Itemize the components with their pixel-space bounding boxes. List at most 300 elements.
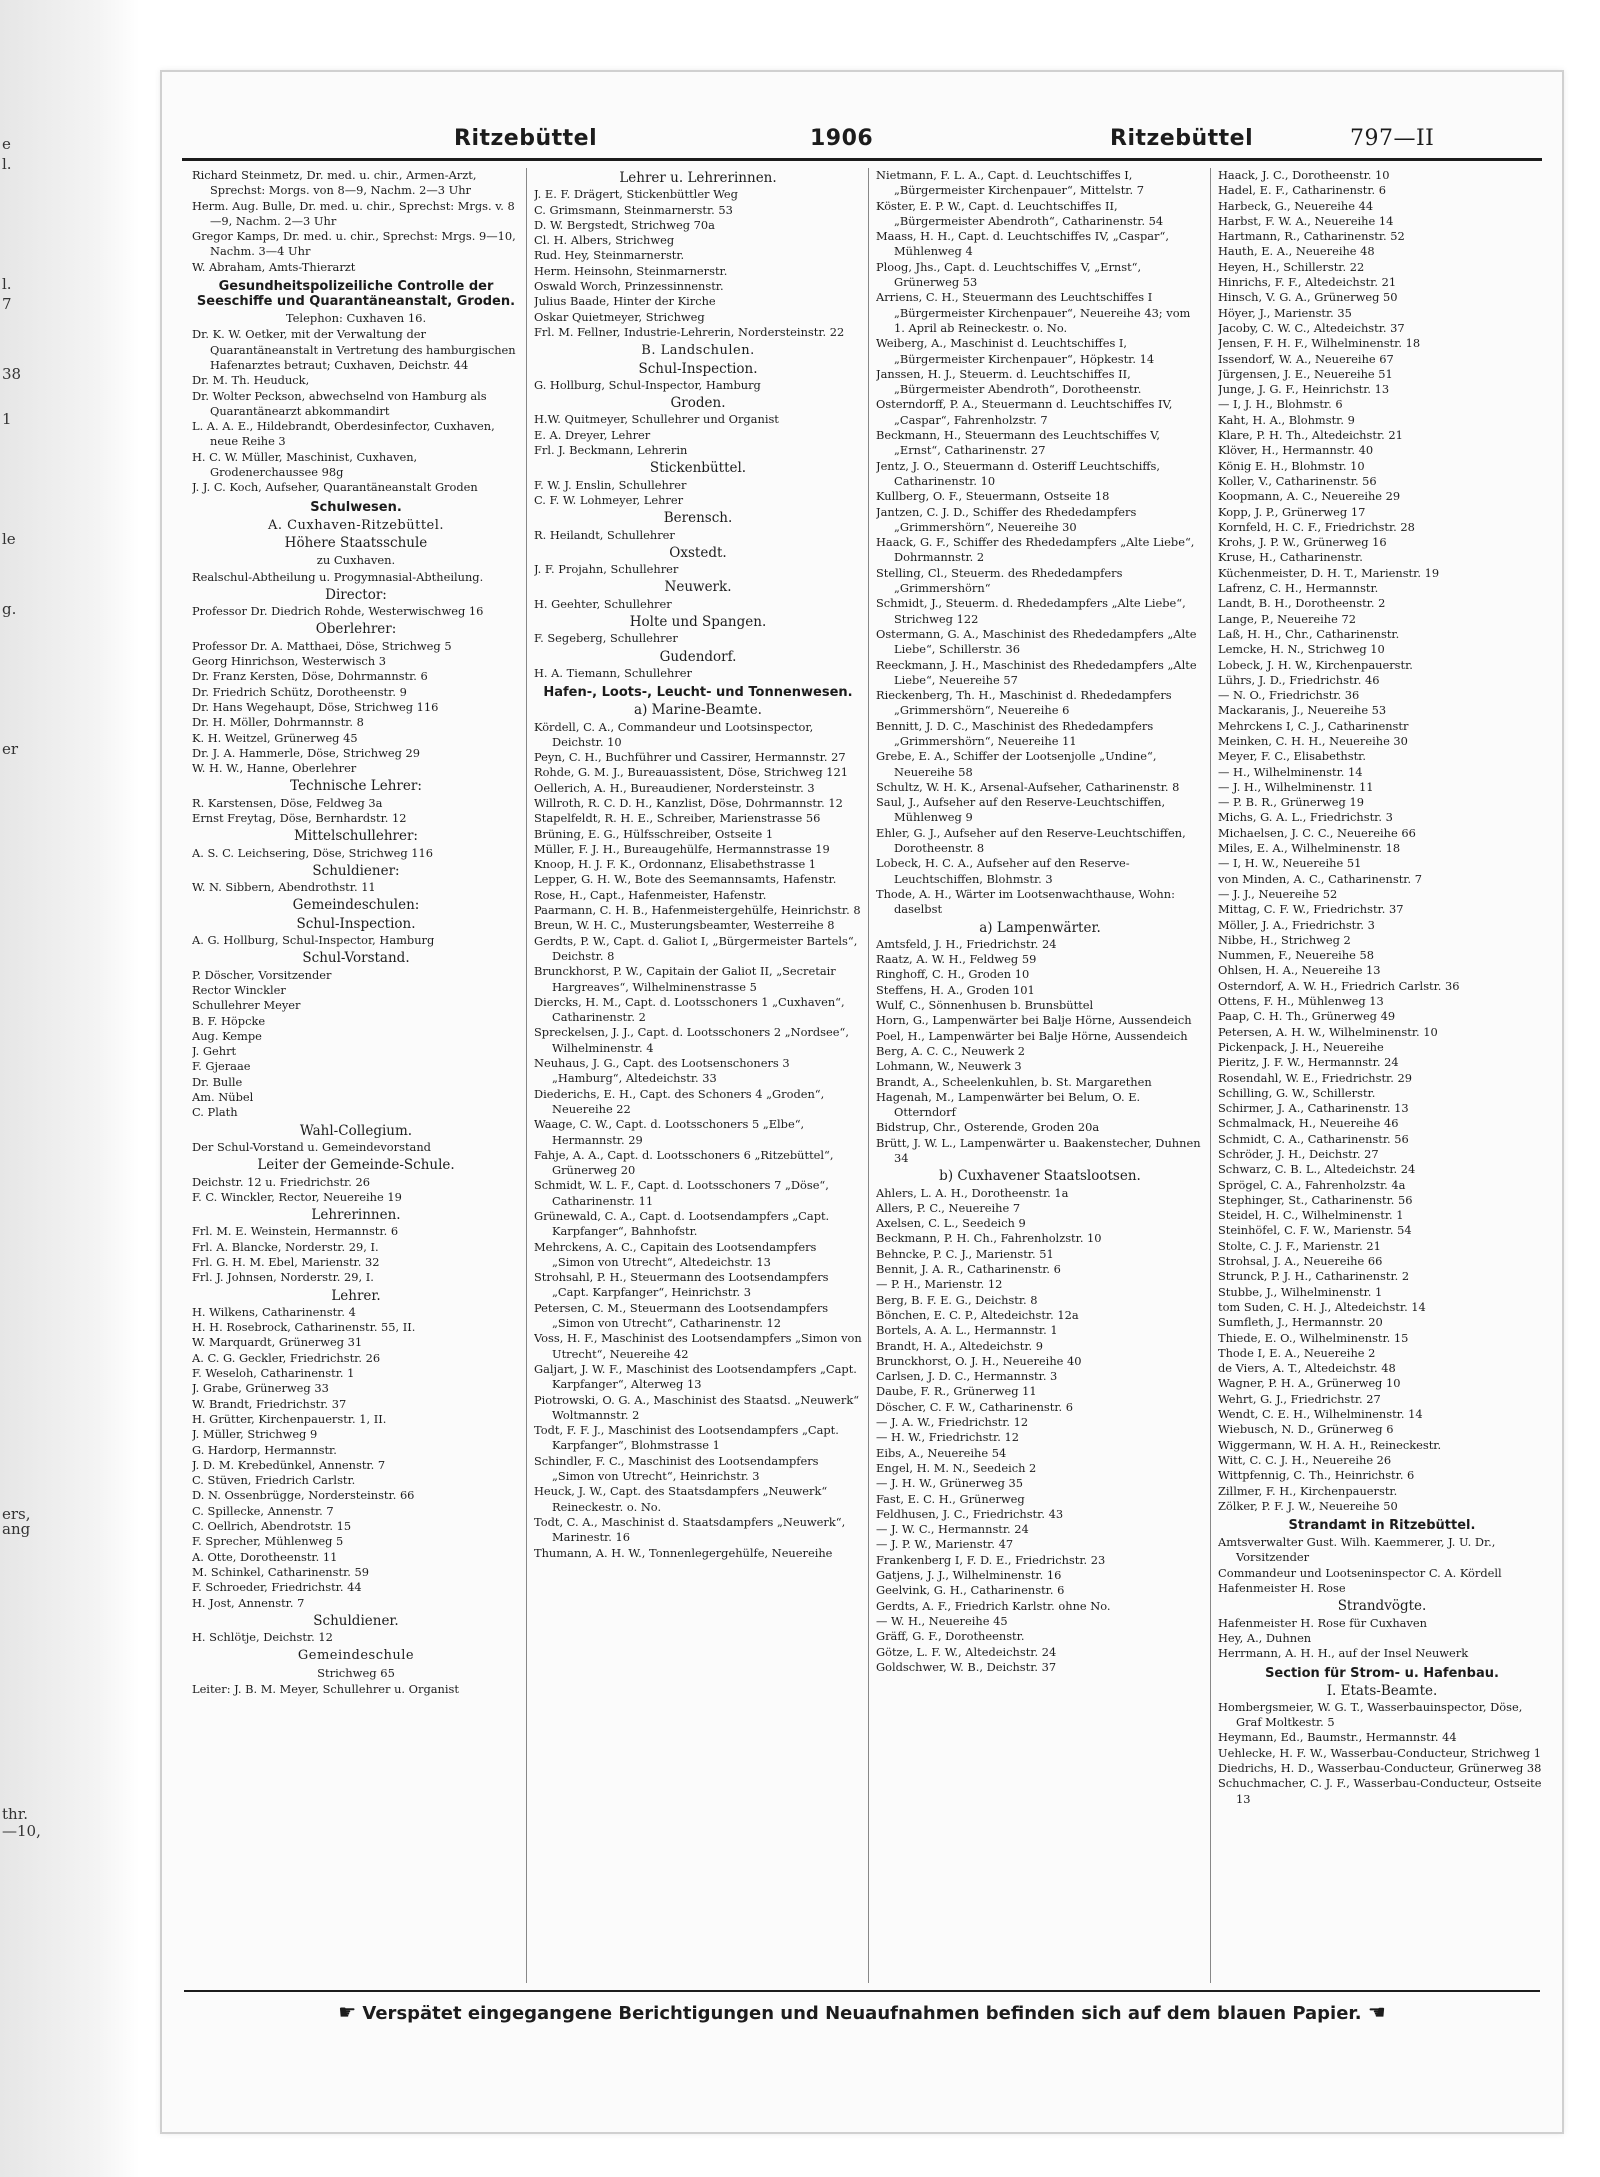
directory-entry: F. W. J. Enslin, Schullehrer <box>534 477 687 492</box>
directory-entry: Der Schul-Vorstand u. Gemeindevorstand <box>192 1139 431 1154</box>
directory-entry: Knoop, H. J. F. K., Ordonnanz, Elisabethstrasse 1 <box>534 857 817 872</box>
directory-entry: L. A. A. E., Hildebrandt, Oberdesinfector, Cuxhaven, neue Reihe 3 <box>192 419 495 449</box>
directory-entry: Bennitt, J. D. C., Maschinist des Rhededampfers „Grimmershörn“, Neuereihe 11 <box>876 718 1154 748</box>
directory-entry: W. N. Sibbern, Abendrothstr. 11 <box>192 880 376 895</box>
directory-entry: J. Grabe, Grünerweg 33 <box>192 1381 329 1396</box>
directory-entry: Engel, H. M. N., Seedeich 2 <box>876 1460 1037 1475</box>
directory-entry: Herm. Aug. Bulle, Dr. med. u. chir., Sprechst: Mrgs. v. 8—9, Nachm. 2—3 Uhr <box>192 198 515 228</box>
bleed-fragment: er <box>2 740 19 758</box>
directory-entry: Professor Dr. Diedrich Rohde, Westerwischweg 16 <box>192 604 484 619</box>
section-heading: B. Landschulen. <box>641 343 755 359</box>
directory-entry: F. Weseloh, Catharinenstr. 1 <box>192 1366 355 1381</box>
directory-entry: Zillmer, F. H., Kirchenpauerstr. <box>1218 1483 1398 1498</box>
directory-entry: Klare, P. H. Th., Altedeichstr. 21 <box>1218 428 1403 443</box>
bleed-fragment: l. <box>2 155 12 173</box>
directory-entry: Miles, E. A., Wilhelminenstr. 18 <box>1218 841 1401 856</box>
directory-entry: Ernst Freytag, Döse, Bernhardstr. 12 <box>192 810 407 825</box>
directory-entry: C. Spillecke, Annenstr. 7 <box>192 1503 334 1518</box>
header-year: 1906 <box>810 126 874 151</box>
bleed-fragment: 7 <box>2 295 12 313</box>
directory-entry: Raatz, A. W. H., Feldweg 59 <box>876 952 1037 967</box>
directory-entry: Wiebusch, N. D., Grünerweg 6 <box>1218 1422 1394 1437</box>
directory-entry: Ohlsen, H. A., Neuereihe 13 <box>1218 963 1381 978</box>
directory-entry: Rieckenberg, Th. H., Maschinist d. Rhededampfers „Grimmershörn“, Neuereihe 6 <box>876 688 1172 718</box>
directory-entry: Ahlers, L. A. H., Dorotheenstr. 1a <box>876 1185 1069 1200</box>
directory-entry: Gerdts, P. W., Capt. d. Galiot I, „Bürgermeister Bartels“, Deichstr. 8 <box>534 933 858 963</box>
directory-entry: Bönchen, E. C. P., Altedeichstr. 12a <box>876 1307 1079 1322</box>
directory-entry: Breun, W. H. C., Musterungsbeamter, Westerreihe 8 <box>534 918 835 933</box>
directory-entry: — J. H. W., Grünerweg 35 <box>876 1476 1023 1491</box>
directory-entry: A. C. G. Geckler, Friedrichstr. 26 <box>192 1350 381 1365</box>
directory-entry: Reeckmann, J. H., Maschinist des Rhededampfers „Alte Liebe“, Neuereihe 57 <box>876 657 1197 687</box>
directory-entry: Schmidt, C. A., Catharinenstr. 56 <box>1218 1131 1409 1146</box>
directory-entry: Krohs, J. P. W., Grünerweg 16 <box>1218 535 1387 550</box>
directory-entry: Schmidt, J., Steuerm. d. Rhededampfers „Alte Liebe“, Strichweg 122 <box>876 596 1186 626</box>
directory-entry: Commandeur und Lootseninspector C. A. Kördell <box>1218 1565 1502 1580</box>
directory-entry: Höyer, J., Marienstr. 35 <box>1218 305 1352 320</box>
header-left: Ritzebüttel <box>454 126 598 151</box>
directory-entry: Arriens, C. H., Steuermann des Leuchtschiffes I „Bürgermeister Kirchenpauer“, Neuereihe 43; vom 1. April ab Reineckestr. o. No. <box>876 290 1191 335</box>
directory-entry: Gregor Kamps, Dr. med. u. chir., Sprechst: Mrgs. 9—10, Nachm. 3—4 Uhr <box>192 229 516 259</box>
directory-entry: Rohde, G. M. J., Bureauassistent, Döse, Strichweg 121 <box>534 765 849 780</box>
directory-entry: Diedrichs, H. D., Wasserbau-Conducteur, Grünerweg 38 <box>1218 1760 1542 1775</box>
directory-entry: C. Grimsmann, Steinmarnerstr. 53 <box>534 202 733 217</box>
bleed-fragment: ang <box>2 1520 31 1538</box>
directory-entry: Aug. Kempe <box>192 1028 262 1043</box>
directory-entry: Weiberg, A., Maschinist d. Leuchtschiffes I, „Bürgermeister Kirchenpauer“, Höpkestr. 14 <box>876 336 1155 366</box>
section-heading: Lehrerinnen. <box>311 1207 401 1224</box>
directory-entry: Poel, H., Lampenwärter bei Balje Hörne, Aussendeich <box>876 1028 1188 1043</box>
directory-entry: C. Oellrich, Abendrotstr. 15 <box>192 1519 352 1534</box>
directory-entry: Rosendahl, W. E., Friedrichstr. 29 <box>1218 1070 1412 1085</box>
directory-entry: Petersen, A. H. W., Wilhelminenstr. 10 <box>1218 1024 1438 1039</box>
directory-entry: Lange, P., Neuereihe 72 <box>1218 611 1356 626</box>
directory-entry: W. H. W., Hanne, Oberlehrer <box>192 761 357 776</box>
directory-entry: Grünewald, C. A., Capt. d. Lootsendampfers „Capt. Karpfanger“, Bahnhofstr. <box>534 1209 830 1239</box>
directory-entry: Jürgensen, J. E., Neuereihe 51 <box>1218 366 1393 381</box>
column-1 <box>192 168 520 1988</box>
directory-entry: Schuchmacher, C. J. F., Wasserbau-Conducteur, Ostseite 13 <box>1218 1776 1542 1806</box>
directory-entry: Schwarz, C. B. L., Altedeichstr. 24 <box>1218 1162 1416 1177</box>
directory-entry: Gatjens, J. J., Wilhelminenstr. 16 <box>876 1568 1062 1583</box>
directory-entry: Geelvink, G. H., Catharinenstr. 6 <box>876 1583 1065 1598</box>
section-heading: Strandvögte. <box>1337 1598 1427 1615</box>
section-heading: Gudendorf. <box>659 648 737 665</box>
directory-entry: Koller, V., Catharinenstr. 56 <box>1218 473 1377 488</box>
directory-entry: Spreckelsen, J. J., Capt. d. Lootsschoners 2 „Nordsee“, Wilhelminenstr. 4 <box>534 1025 849 1055</box>
directory-entry: Feldhusen, J. C., Friedrichstr. 43 <box>876 1506 1064 1521</box>
bold-section-heading: Gesundheitspolizeiliche Controlle der Seeschiffe und Quarantäneanstalt, Groden. <box>196 279 516 310</box>
directory-entry: Michs, G. A. L., Friedrichstr. 3 <box>1218 810 1393 825</box>
directory-entry: Rector Winckler <box>192 982 286 997</box>
directory-entry: Richard Steinmetz, Dr. med. u. chir., Armen-Arzt, Sprechst: Morgs. von 8—9, Nachm. 2—3 Uhr <box>192 168 477 198</box>
directory-entry: — I, H. W., Neuereihe 51 <box>1218 856 1362 871</box>
bleed-fragment: 38 <box>2 365 22 383</box>
directory-entry: Michaelsen, J. C. C., Neuereihe 66 <box>1218 825 1416 840</box>
directory-entry: Stubbe, J., Wilhelminenstr. 1 <box>1218 1284 1383 1299</box>
directory-entry: — P. B. R., Grünerweg 19 <box>1218 795 1364 810</box>
directory-entry: Möller, J. A., Friedrichstr. 3 <box>1218 917 1375 932</box>
directory-entry: Hadel, E. F., Catharinenstr. 6 <box>1218 183 1387 198</box>
directory-entry: Steinhöfel, C. F. W., Marienstr. 54 <box>1218 1223 1412 1238</box>
directory-entry: A. Otte, Dorotheenstr. 11 <box>192 1549 338 1564</box>
running-head <box>182 126 1542 156</box>
directory-entry: — J. J., Neuereihe 52 <box>1218 886 1338 901</box>
directory-entry: Schullehrer Meyer <box>192 998 301 1013</box>
section-heading: a) Marine-Beamte. <box>634 702 762 719</box>
directory-entry: Wittpfennig, C. Th., Heinrichstr. 6 <box>1218 1468 1415 1483</box>
columns <box>184 168 1544 1988</box>
directory-entry: Dr. Bulle <box>192 1074 243 1089</box>
directory-entry: Ottens, F. H., Mühlenweg 13 <box>1218 994 1384 1009</box>
directory-entry: H. Geehter, Schullehrer <box>534 596 672 611</box>
directory-entry: Meinken, C. H. H., Neuereihe 30 <box>1218 733 1408 748</box>
directory-entry: Kruse, H., Catharinenstr. <box>1218 550 1363 565</box>
directory-entry: H. Grütter, Kirchenpauerstr. 1, II. <box>192 1411 387 1426</box>
directory-entry: Frl. J. Beckmann, Lehrerin <box>534 443 688 458</box>
section-heading: Oxstedt. <box>669 544 727 561</box>
directory-entry: J. Müller, Strichweg 9 <box>192 1427 318 1442</box>
directory-entry: Fast, E. C. H., Grünerweg <box>876 1491 1025 1506</box>
section-heading: Schul-Vorstand. <box>302 950 410 967</box>
directory-entry: H.W. Quitmeyer, Schullehrer und Organist <box>534 412 779 427</box>
section-heading: Oberlehrer: <box>315 621 397 638</box>
directory-entry: Mehrckens I, C. J., Catharinenstr <box>1218 718 1409 733</box>
directory-entry: F. Schroeder, Friedrichstr. 44 <box>192 1580 362 1595</box>
directory-entry: Carlsen, J. D. C., Hermannstr. 3 <box>876 1369 1058 1384</box>
bleed-fragment: l. <box>2 275 12 293</box>
directory-entry: Dr. Franz Kersten, Döse, Dohrmannstr. 6 <box>192 669 428 684</box>
bleed-fragment: —10, <box>2 1822 41 1840</box>
directory-entry: Petersen, C. M., Steuermann des Lootsendampfers „Simon von Utrecht“, Catharinenstr. 12 <box>534 1300 829 1331</box>
directory-entry: Junge, J. G. F., Heinrichstr. 13 <box>1218 382 1390 397</box>
directory-entry: Müller, F. J. H., Bureaugehülfe, Hermannstrasse 19 <box>534 841 830 856</box>
header-right: Ritzebüttel <box>1110 126 1254 151</box>
section-heading: a) Lampenwärter. <box>979 919 1101 936</box>
directory-entry: G. Hardorp, Hermannstr. <box>192 1442 337 1457</box>
pointing-hand-left-icon: ☚ <box>1367 2000 1386 2024</box>
scan-margin <box>0 0 140 2177</box>
section-heading: Schuldiener: <box>312 862 400 879</box>
directory-entry: Berg, B. F. E. G., Deichstr. 8 <box>876 1292 1038 1307</box>
directory-entry: Gerdts, A. F., Friedrich Karlstr. ohne No. <box>876 1598 1111 1613</box>
directory-entry: Waage, C. W., Capt. d. Lootsschoners 5 „Elbe“, Hermannstr. 29 <box>534 1117 805 1147</box>
section-note: zu Cuxhaven. <box>316 553 396 568</box>
directory-entry: Kördell, C. A., Commandeur und Lootsinspector, Deichstr. 10 <box>534 719 814 749</box>
directory-entry: Paarmann, C. H. B., Hafenmeistergehülfe, Heinrichstr. 8 <box>534 903 861 918</box>
directory-entry: Bortels, A. A. L., Hermannstr. 1 <box>876 1323 1058 1338</box>
directory-entry: R. Heilandt, Schullehrer <box>534 527 675 542</box>
directory-entry: H. Schlötje, Deichstr. 12 <box>192 1630 333 1645</box>
directory-entry: W. Marquardt, Grünerweg 31 <box>192 1335 363 1350</box>
header-rule <box>182 158 1542 161</box>
directory-entry: Brandt, H. A., Altedeichstr. 9 <box>876 1338 1043 1353</box>
directory-entry: Dr. J. A. Hammerle, Döse, Strichweg 29 <box>192 745 420 760</box>
section-heading: Schul-Inspection. <box>638 360 758 377</box>
directory-entry: Kullberg, O. F., Steuermann, Ostseite 18 <box>876 489 1110 504</box>
directory-entry: F. Segeberg, Schullehrer <box>534 631 678 646</box>
directory-entry: Maass, H. H., Capt. d. Leuchtschiffes IV, „Caspar“, Mühlenweg 4 <box>876 229 1169 259</box>
directory-entry: Diederichs, E. H., Capt. des Schoners 4 „Groden“, Neuereihe 22 <box>534 1086 825 1116</box>
directory-entry: Thiede, E. O., Wilhelminenstr. 15 <box>1218 1330 1409 1345</box>
bleed-fragment: ers, <box>2 1505 31 1523</box>
directory-entry: Mehrckens, A. C., Capitain des Lootsendampfers „Simon von Utrecht“, Altedeichstr. 13 <box>534 1239 817 1269</box>
directory-entry: Wagner, P. H. A., Grünerweg 10 <box>1218 1376 1401 1391</box>
directory-entry: Lemcke, H. N., Strichweg 10 <box>1218 642 1385 657</box>
directory-entry: Klöver, H., Hermannstr. 40 <box>1218 443 1374 458</box>
directory-entry: Haack, G. F., Schiffer des Rhededampfers „Alte Liebe“, Dohrmannstr. 2 <box>876 535 1195 565</box>
directory-entry: Frl. M. Fellner, Industrie-Lehrerin, Nordersteinstr. 22 <box>534 324 845 339</box>
section-heading: Lehrer u. Lehrerinnen. <box>619 170 777 186</box>
section-heading: Holte und Spangen. <box>629 614 767 631</box>
directory-entry: Jentz, J. O., Steuermann d. Osteriff Leuchtschiffs, Catharinenstr. 10 <box>876 458 1160 488</box>
section-heading: Stickenbüttel. <box>649 460 747 477</box>
directory-entry: Hartmann, R., Catharinenstr. 52 <box>1218 229 1405 244</box>
directory-entry: Am. Nübel <box>192 1090 254 1105</box>
directory-entry: Ostermann, G. A., Maschinist des Rhededampfers „Alte Liebe“, Schillerstr. 36 <box>876 626 1197 657</box>
directory-entry: Sumfleth, J., Hermannstr. 20 <box>1218 1315 1383 1330</box>
section-heading: Neuwerk. <box>664 579 732 596</box>
directory-entry: Osterndorff, P. A., Steuermann d. Leuchtschiffes IV, „Caspar“, Fahrenholzstr. 7 <box>876 397 1173 427</box>
directory-entry: R. Karstensen, Döse, Feldweg 3a <box>192 795 383 810</box>
directory-entry: Ploog, Jhs., Capt. d. Leuchtschiffes V, „Ernst“, Grünerweg 53 <box>876 259 1142 290</box>
bold-section-heading: Section für Strom- u. Hafenbau. <box>1265 1665 1499 1681</box>
footer-note <box>184 2000 1540 2034</box>
directory-entry: Hagenah, M., Lampenwärter bei Belum, O. E. Otterndorf <box>876 1089 1141 1120</box>
directory-entry: Realschul-Abtheilung u. Progymnasial-Abtheilung. <box>192 569 484 584</box>
directory-entry: Schmidt, W. L. F., Capt. d. Lootsschoners 7 „Döse“, Catharinenstr. 11 <box>534 1178 829 1208</box>
directory-entry: Osterndorf, A. W. H., Friedrich Carlstr. 36 <box>1218 978 1460 993</box>
section-heading: Technische Lehrer: <box>290 778 422 795</box>
directory-entry: Beckmann, H., Steuermann des Leuchtschiffes V, „Ernst“, Catharinenstr. 27 <box>876 428 1161 458</box>
directory-entry: Thode I, E. A., Neuereihe 2 <box>1218 1345 1376 1360</box>
directory-entry: Wiggermann, W. H. A. H., Reineckestr. <box>1218 1437 1442 1452</box>
directory-entry: — H., Wilhelminenstr. 14 <box>1218 764 1363 779</box>
directory-entry: Lobeck, J. H. W., Kirchenpauerstr. <box>1218 657 1413 672</box>
directory-entry: J. Gehrt <box>192 1044 237 1059</box>
pointing-hand-right-icon: ☛ <box>338 2000 357 2024</box>
directory-entry: Frankenberg I, F. D. E., Friedrichstr. 23 <box>876 1552 1106 1567</box>
directory-entry: Amtsverwalter Gust. Wilh. Kaemmerer, J. U. Dr., Vorsitzender <box>1218 1535 1496 1565</box>
directory-entry: Frl. G. H. M. Ebel, Marienstr. 32 <box>192 1255 380 1269</box>
directory-entry: Stolte, C. J. F., Marienstr. 21 <box>1218 1238 1381 1253</box>
directory-entry: Cl. H. Albers, Strichweg <box>534 233 675 248</box>
directory-entry: C. Stüven, Friedrich Carlstr. <box>192 1473 356 1488</box>
directory-entry: F. C. Winckler, Rector, Neuereihe 19 <box>192 1189 402 1204</box>
directory-entry: Schirmer, J. A., Catharinenstr. 13 <box>1218 1101 1409 1116</box>
directory-entry: Lohmann, W., Neuwerk 3 <box>876 1059 1022 1074</box>
directory-entry: H. A. Tiemann, Schullehrer <box>534 665 692 680</box>
section-heading: Gemeindeschulen: <box>292 897 420 914</box>
bleed-fragment: thr. <box>2 1805 28 1823</box>
section-heading: Höhere Staatsschule <box>284 534 428 551</box>
directory-entry: Willroth, R. C. D. H., Kanzlist, Döse, Dohrmannstr. 12 <box>534 795 843 810</box>
directory-entry: Oswald Worch, Prinzessinnenstr. <box>534 279 724 294</box>
directory-entry: Hafenmeister H. Rose <box>1218 1581 1346 1596</box>
directory-entry: Thumann, A. H. W., Tonnenlegergehülfe, Neuereihe <box>534 1545 833 1560</box>
section-heading: Schuldiener. <box>313 1612 399 1629</box>
directory-entry: Deichstr. 12 u. Friedrichstr. 26 <box>192 1174 370 1189</box>
directory-entry: Hombergsmeier, W. G. T., Wasserbauinspector, Döse, Graf Moltkestr. 5 <box>1218 1699 1523 1730</box>
directory-entry: Galjart, J. W. F., Maschinist des Lootsendampfers „Capt. Karpfanger“, Alterweg 13 <box>534 1361 857 1392</box>
directory-entry: W. Abraham, Amts-Thierarzt <box>192 259 356 274</box>
directory-entry: Strunck, P. J. H., Catharinenstr. 2 <box>1218 1269 1410 1284</box>
directory-entry: Lobeck, H. C. A., Aufseher auf den Reserve-Leuchtschiffen, Blohmstr. 3 <box>876 856 1130 886</box>
directory-entry: — I, J. H., Blohmstr. 6 <box>1218 397 1343 412</box>
directory-entry: Horn, G., Lampenwärter bei Balje Hörne, Aussendeich <box>876 1013 1192 1028</box>
directory-entry: Brandt, A., Scheelenkuhlen, b. St. Margarethen <box>876 1074 1152 1089</box>
directory-entry: Axelsen, C. L., Seedeich 9 <box>876 1216 1026 1231</box>
section-heading: I. Etats-Beamte. <box>1326 1682 1438 1699</box>
directory-entry: Nibbe, H., Strichweg 2 <box>1218 932 1351 947</box>
footer-text: Verspätet eingegangene Berichtigungen und Neuaufnahmen befinden sich auf dem blauen Papier. <box>362 2003 1362 2024</box>
directory-entry: P. Döscher, Vorsitzender <box>192 967 332 982</box>
directory-entry: Dr. M. Th. Heuduck, <box>192 373 310 388</box>
directory-entry: H. Jost, Annenstr. 7 <box>192 1595 305 1610</box>
directory-entry: Hinsch, V. G. A., Grünerweg 50 <box>1218 290 1398 305</box>
directory-entry: Hafenmeister H. Rose für Cuxhaven <box>1218 1615 1427 1630</box>
directory-entry: Dr. Hans Wegehaupt, Döse, Strichweg 116 <box>192 699 439 714</box>
directory-entry: Beckmann, P. H. Ch., Fahrenholzstr. 10 <box>876 1231 1102 1246</box>
directory-entry: Jantzen, C. J. D., Schiffer des Rhededampfers „Grimmershörn“, Neuereihe 30 <box>876 504 1137 534</box>
directory-entry: Frl. A. Blancke, Norderstr. 29, I. <box>192 1239 379 1254</box>
section-heading: Lehrer. <box>331 1287 381 1304</box>
directory-entry: F. Sprecher, Mühlenweg 5 <box>192 1534 344 1549</box>
directory-entry: Schindler, F. C., Maschinist des Lootsendampfers „Simon von Utrecht“, Heinrichstr. 3 <box>534 1453 819 1484</box>
directory-entry: Schröder, J. H., Deichstr. 27 <box>1218 1147 1379 1161</box>
directory-entry: Georg Hinrichson, Westerwisch 3 <box>192 654 387 669</box>
directory-entry: D. W. Bergstedt, Strichweg 70a <box>534 217 715 232</box>
section-heading: Schul-Inspection. <box>296 915 416 932</box>
directory-entry: Ehler, G. J., Aufseher auf den Reserve-Leuchtschiffen, Dorotheenstr. 8 <box>876 825 1186 856</box>
directory-entry: Pickenpack, J. H., Neuereihe <box>1218 1039 1384 1054</box>
directory-entry: Hauth, E. A., Neuereihe 48 <box>1218 244 1375 259</box>
directory-entry: Fahje, A. A., Capt. d. Lootsschoners 6 „Ritzebüttel“, Grünerweg 20 <box>534 1147 834 1178</box>
directory-entry: Jensen, F. H. F., Wilhelminenstr. 18 <box>1218 336 1421 351</box>
directory-entry: Witt, C. C. J. H., Neuereihe 26 <box>1218 1452 1392 1467</box>
directory-entry: Lührs, J. D., Friedrichstr. 46 <box>1218 672 1380 687</box>
directory-entry: Wendt, C. E. H., Wilhelminenstr. 14 <box>1218 1407 1423 1422</box>
section-note: Telephon: Cuxhaven 16. <box>285 311 427 326</box>
directory-entry: tom Suden, C. H. J., Altedeichstr. 14 <box>1218 1299 1426 1314</box>
section-heading: A. Cuxhaven-Ritzebüttel. <box>267 517 445 533</box>
directory-entry: Janssen, H. J., Steuerm. d. Leuchtschiffes II, „Bürgermeister Abendroth“, Dorotheenstr. <box>876 366 1142 397</box>
section-heading: b) Cuxhavener Staatslootsen. <box>939 1168 1141 1185</box>
directory-entry: — J. A. W., Friedrichstr. 12 <box>876 1415 1029 1430</box>
directory-entry: Laß, H. H., Chr., Catharinenstr. <box>1218 626 1400 641</box>
directory-entry: Diercks, H. M., Capt. d. Lootsschoners 1 „Cuxhaven“, Catharinenstr. 2 <box>534 994 845 1025</box>
directory-entry: Grebe, E. A., Schiffer der Lootsenjolle „Undine“, Neuereihe 58 <box>876 749 1157 779</box>
directory-entry: A. S. C. Leichsering, Döse, Strichweg 116 <box>192 845 434 860</box>
directory-entry: C. Plath <box>192 1105 238 1120</box>
directory-entry: Rud. Hey, Steinmarnerstr. <box>534 248 685 263</box>
directory-entry: Berg, A. C. C., Neuwerk 2 <box>876 1043 1026 1058</box>
directory-entry: Oellerich, A. H., Bureaudiener, Nordersteinstr. 3 <box>534 780 815 795</box>
section-heading: Mittelschullehrer: <box>294 828 418 845</box>
directory-entry: Thode, A. H., Wärter im Lootsenwachthause, Wohn: daselbst <box>876 886 1175 917</box>
section-heading: Groden. <box>670 395 726 412</box>
directory-entry: Döscher, C. F. W., Catharinenstr. 6 <box>876 1399 1074 1414</box>
directory-entry: Mittag, C. F. W., Friedrichstr. 37 <box>1218 902 1404 917</box>
directory-entry: Jacoby, C. W. C., Altedeichstr. 37 <box>1218 320 1405 335</box>
directory-entry: Saul, J., Aufseher auf den Reserve-Leuchtschiffen, Mühlenweg 9 <box>876 795 1166 825</box>
directory-entry: Brunckhorst, O. J. H., Neuereihe 40 <box>876 1353 1082 1368</box>
directory-entry: Todt, F. F. J., Maschinist des Lootsendampfers „Capt. Karpfanger“, Blohmstrasse 1 <box>534 1423 839 1453</box>
directory-entry: Strohsal, J. A., Neuereihe 66 <box>1218 1254 1383 1269</box>
directory-entry: Meyer, F. C., Elisabethstr. <box>1218 749 1366 764</box>
directory-entry: M. Schinkel, Catharinenstr. 59 <box>192 1564 369 1579</box>
directory-entry: Herrmann, A. H. H., auf der Insel Neuwerk <box>1218 1646 1469 1661</box>
directory-entry: H. C. W. Müller, Maschinist, Cuxhaven, Grodenerchaussee 98g <box>192 449 418 480</box>
directory-entry: H. H. Rosebrock, Catharinenstr. 55, II. <box>192 1320 416 1335</box>
directory-entry: Harbeck, G., Neuereihe 44 <box>1218 198 1374 213</box>
directory-entry: Frl. J. Johnsen, Norderstr. 29, I. <box>192 1270 374 1285</box>
page-number: 797—II <box>1350 126 1435 151</box>
directory-entry: Wehrt, G. J., Friedrichstr. 27 <box>1218 1391 1381 1406</box>
directory-entry: Nummen, F., Neuereihe 58 <box>1218 948 1375 963</box>
directory-entry: Herm. Heinsohn, Steinmarnerstr. <box>534 263 728 278</box>
directory-entry: — P. H., Marienstr. 12 <box>876 1277 1003 1292</box>
directory-entry: Daube, F. R., Grünerweg 11 <box>876 1384 1037 1399</box>
directory-entry: W. Brandt, Friedrichstr. 37 <box>192 1396 347 1411</box>
directory-entry: Gräff, G. F., Dorotheenstr. <box>876 1629 1025 1644</box>
directory-entry: Nietmann, F. L. A., Capt. d. Leuchtschiffes I, „Bürgermeister Kirchenpauer“, Mittelstr. 7 <box>876 168 1144 198</box>
directory-entry: Bidstrup, Chr., Osterende, Groden 20a <box>876 1120 1100 1135</box>
directory-entry: Küchenmeister, D. H. T., Marienstr. 19 <box>1218 565 1440 580</box>
directory-entry: von Minden, A. C., Catharinenstr. 7 <box>1218 871 1422 886</box>
directory-entry: J. J. C. Koch, Aufseher, Quarantäneanstalt Groden <box>192 480 478 495</box>
directory-entry: Wulf, C., Sönnenhusen b. Brunsbüttel <box>876 998 1094 1013</box>
section-heading: Wahl-Collegium. <box>299 1122 413 1139</box>
bold-section-heading: Strandamt in Ritzebüttel. <box>1288 1518 1476 1534</box>
directory-entry: F. Gjeraae <box>192 1059 251 1074</box>
directory-entry: Brunckhorst, P. W., Capitain der Galiot II, „Secretair Hargreaves“, Wilhelminenstrasse 5 <box>534 964 836 994</box>
directory-entry: Brüning, E. G., Hülfsschreiber, Ostseite 1 <box>534 826 774 841</box>
bold-section-heading: Schulwesen. <box>310 499 402 515</box>
directory-entry: Ringhoff, C. H., Groden 10 <box>876 967 1030 982</box>
directory-entry: B. F. Höpcke <box>192 1013 266 1028</box>
directory-entry: J. D. M. Krebedünkel, Annenstr. 7 <box>192 1457 386 1472</box>
directory-entry: G. Hollburg, Schul-Inspector, Hamburg <box>534 377 761 392</box>
directory-entry: Behncke, P. C. J., Marienstr. 51 <box>876 1246 1054 1261</box>
directory-entry: de Viers, A. T., Altedeichstr. 48 <box>1218 1361 1396 1376</box>
directory-entry: Kaht, H. A., Blohmstr. 9 <box>1218 412 1355 427</box>
directory-entry: J. F. Projahn, Schullehrer <box>534 562 679 577</box>
directory-entry: — J. W. C., Hermannstr. 24 <box>876 1522 1029 1537</box>
bleed-fragment: e <box>2 135 11 153</box>
footer-rule <box>184 1990 1540 1992</box>
directory-entry: Stelling, Cl., Steuerm. des Rhededampfers „Grimmershörn“ <box>876 565 1123 596</box>
directory-entry: Heuck, J. W., Capt. des Staatsdampfers „Neuwerk“ Reineckestr. o. No. <box>534 1484 828 1514</box>
section-note: Strichweg 65 <box>317 1665 395 1680</box>
directory-entry: Piotrowski, O. G. A., Maschinist des Staatsd. „Neuwerk“ Woltmannstr. 2 <box>534 1392 860 1422</box>
directory-entry: Lafrenz, C. H., Hermannstr. <box>1218 581 1379 596</box>
directory-entry: K. H. Weitzel, Grünerweg 45 <box>192 730 358 745</box>
directory-entry: Harbst, F. W. A., Neuereihe 14 <box>1218 213 1394 228</box>
column-2 <box>534 168 862 1988</box>
directory-entry: J. E. F. Drägert, Stickenbüttler Weg <box>534 187 738 202</box>
directory-entry: Peyn, C. H., Buchführer und Cassirer, Hermannstr. 27 <box>534 750 846 765</box>
directory-entry: Professor Dr. A. Matthaei, Döse, Strichweg 5 <box>192 638 452 653</box>
directory-entry: Amtsfeld, J. H., Friedrichstr. 24 <box>876 936 1057 951</box>
directory-entry: König E. H., Blohmstr. 10 <box>1218 458 1365 473</box>
directory-entry: Kopp, J. P., Grünerweg 17 <box>1218 504 1366 519</box>
directory-entry: Dr. K. W. Oetker, mit der Verwaltung der Quarantäneanstalt in Vertretung des hamburgischen Hafenarztes betraut; Cuxhaven, Deichstr. 44 <box>192 327 516 372</box>
section-heading: Berensch. <box>663 510 733 527</box>
directory-entry: Haack, J. C., Dorotheenstr. 10 <box>1218 168 1390 182</box>
directory-entry: Todt, C. A., Maschinist d. Staatsdampfers „Neuwerk“, Marinestr. 16 <box>534 1514 846 1545</box>
directory-entry: Voss, H. F., Maschinist des Lootsendampfers „Simon von Utrecht“, Neuereihe 42 <box>534 1331 862 1361</box>
